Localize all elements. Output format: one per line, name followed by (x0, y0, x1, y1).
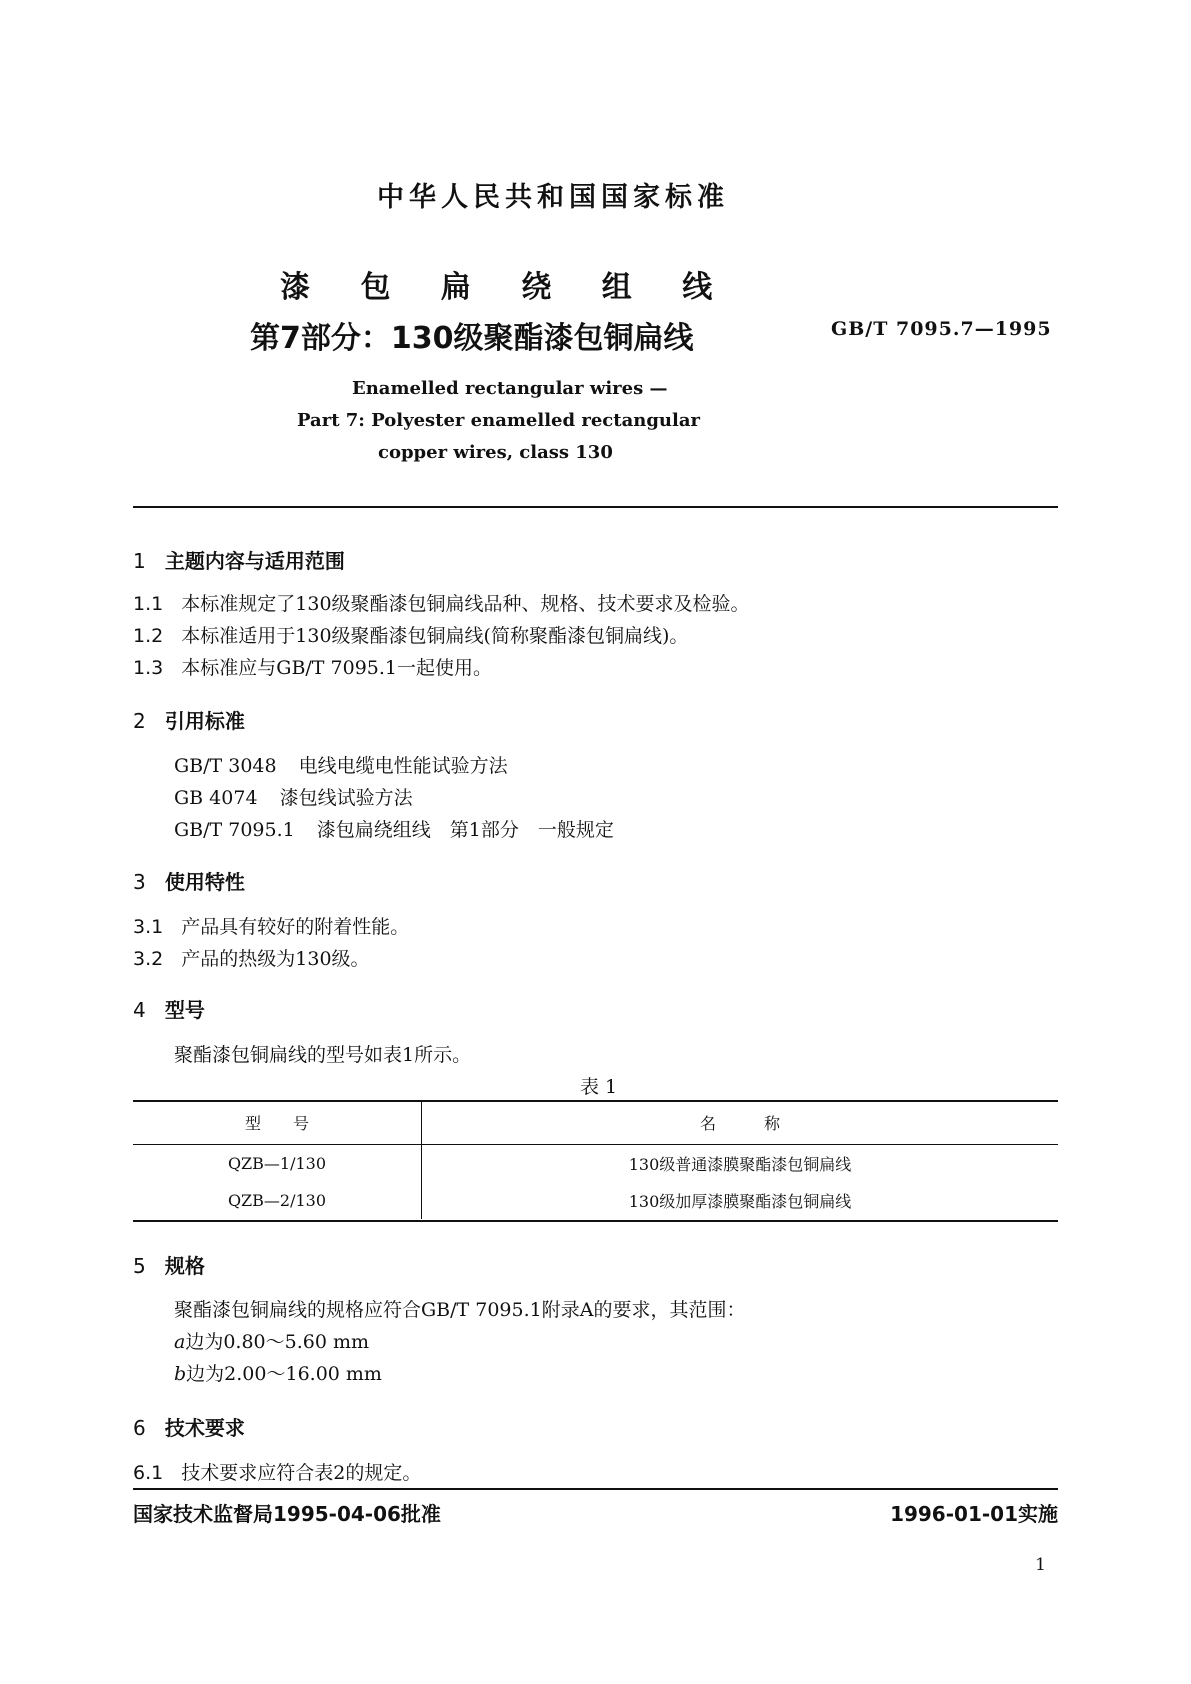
table-cell-name: 130级普通漆膜聚酯漆包铜扁线 (628, 1155, 852, 1174)
reference-code: GB/T 3048 (174, 755, 277, 777)
clause-number: 6.1 (133, 1462, 164, 1484)
model-intro: 聚酯漆包铜扁线的型号如表1所示。 (174, 1044, 472, 1066)
reference-2 (174, 783, 413, 810)
spec-range-b (174, 1359, 382, 1386)
clause-1-1 (133, 589, 750, 616)
section-3-heading (133, 866, 245, 895)
section-title: 规格 (164, 1254, 205, 1278)
footer-rule (133, 1488, 1058, 1490)
org-title-text: 中华人民共和国国家标准 (377, 182, 729, 213)
page-number: 1 (1035, 1555, 1046, 1575)
clause-1-3 (133, 653, 492, 680)
clause-3-1 (133, 912, 409, 939)
clause-number: 3.2 (133, 948, 164, 970)
title-line-1: 漆 包 扁 绕 组 线 (280, 270, 733, 305)
en-title-line-2: Part 7: Polyester enamelled rectangular (297, 410, 700, 431)
table-1-caption: 表 1 (580, 1076, 618, 1098)
section-number: 4 (133, 998, 146, 1022)
section-number: 1 (133, 549, 146, 573)
table-cell-model: QZB—2/130 (133, 1182, 422, 1219)
reference-name: 漆包线试验方法 (279, 787, 413, 809)
header-rule (133, 506, 1058, 508)
section-5-heading (133, 1250, 205, 1279)
section-6-heading (133, 1412, 245, 1441)
range-text: 边为2.00～16.00 mm (186, 1363, 382, 1385)
range-text: 边为0.80～5.60 mm (185, 1331, 370, 1353)
table-header-row (133, 1100, 1058, 1145)
reference-code: GB/T 7095.1 (174, 819, 295, 841)
clause-number: 3.1 (133, 916, 164, 938)
approval-date: 国家技术监督局1995-04-06批准 (133, 1502, 441, 1526)
range-variable: a (174, 1331, 186, 1353)
reference-name: 漆包扁绕组线 第1部分 一般规定 (316, 819, 614, 841)
title-line-2: 第7部分：130级聚酯漆包铜扁线 (250, 321, 694, 356)
table-row (133, 1145, 1058, 1183)
table-header-model: 型 号 (133, 1100, 422, 1145)
table-header-name: 名 称 (422, 1100, 1059, 1145)
en-title-line-3: copper wires, class 130 (378, 442, 613, 463)
clause-text: 技术要求应符合表2的规定。 (181, 1462, 422, 1484)
section-1-heading (133, 545, 345, 574)
table-cell-model: QZB—1/130 (133, 1145, 422, 1183)
section-title: 主题内容与适用范围 (164, 549, 345, 573)
reference-code: GB 4074 (174, 787, 258, 809)
clause-number: 1.3 (133, 657, 164, 679)
clause-text: 本标准应与GB/T 7095.1一起使用。 (181, 657, 493, 679)
clause-1-2 (133, 621, 688, 648)
clause-number: 1.1 (133, 593, 164, 615)
clause-text: 产品具有较好的附着性能。 (181, 916, 410, 938)
implementation-date: 1996-01-01实施 (890, 1502, 1058, 1526)
section-title: 引用标准 (164, 709, 245, 733)
table-row (133, 1182, 1058, 1219)
range-variable: b (174, 1363, 187, 1385)
org-title (0, 175, 1191, 214)
en-title-line-1: Enamelled rectangular wires — (352, 378, 668, 399)
clause-text: 本标准适用于130级聚酯漆包铜扁线(简称聚酯漆包铜扁线)。 (181, 625, 689, 647)
table-cell-name: 130级加厚漆膜聚酯漆包铜扁线 (628, 1192, 852, 1211)
section-number: 5 (133, 1254, 146, 1278)
spec-intro: 聚酯漆包铜扁线的规格应符合GB/T 7095.1附录A的要求，其范围： (174, 1299, 746, 1321)
section-title: 技术要求 (164, 1416, 245, 1440)
standard-code: GB/T 7095.7—1995 (831, 318, 1052, 340)
section-4-heading (133, 994, 205, 1023)
section-number: 6 (133, 1416, 146, 1440)
section-2-heading (133, 705, 245, 734)
reference-1 (174, 751, 508, 778)
section-title: 型号 (164, 998, 205, 1022)
table-1-bottom-rule (133, 1220, 1058, 1222)
section-number: 3 (133, 870, 146, 894)
table-1 (133, 1100, 1058, 1219)
reference-name: 电线电缆电性能试验方法 (298, 755, 508, 777)
section-number: 2 (133, 709, 146, 733)
clause-text: 本标准规定了130级聚酯漆包铜扁线品种、规格、技术要求及检验。 (181, 593, 750, 615)
clause-number: 1.2 (133, 625, 164, 647)
reference-3 (174, 815, 614, 842)
clause-text: 产品的热级为130级。 (181, 948, 370, 970)
spec-range-a (174, 1327, 369, 1354)
section-title: 使用特性 (164, 870, 245, 894)
clause-3-2 (133, 944, 370, 971)
clause-6-1 (133, 1458, 421, 1485)
